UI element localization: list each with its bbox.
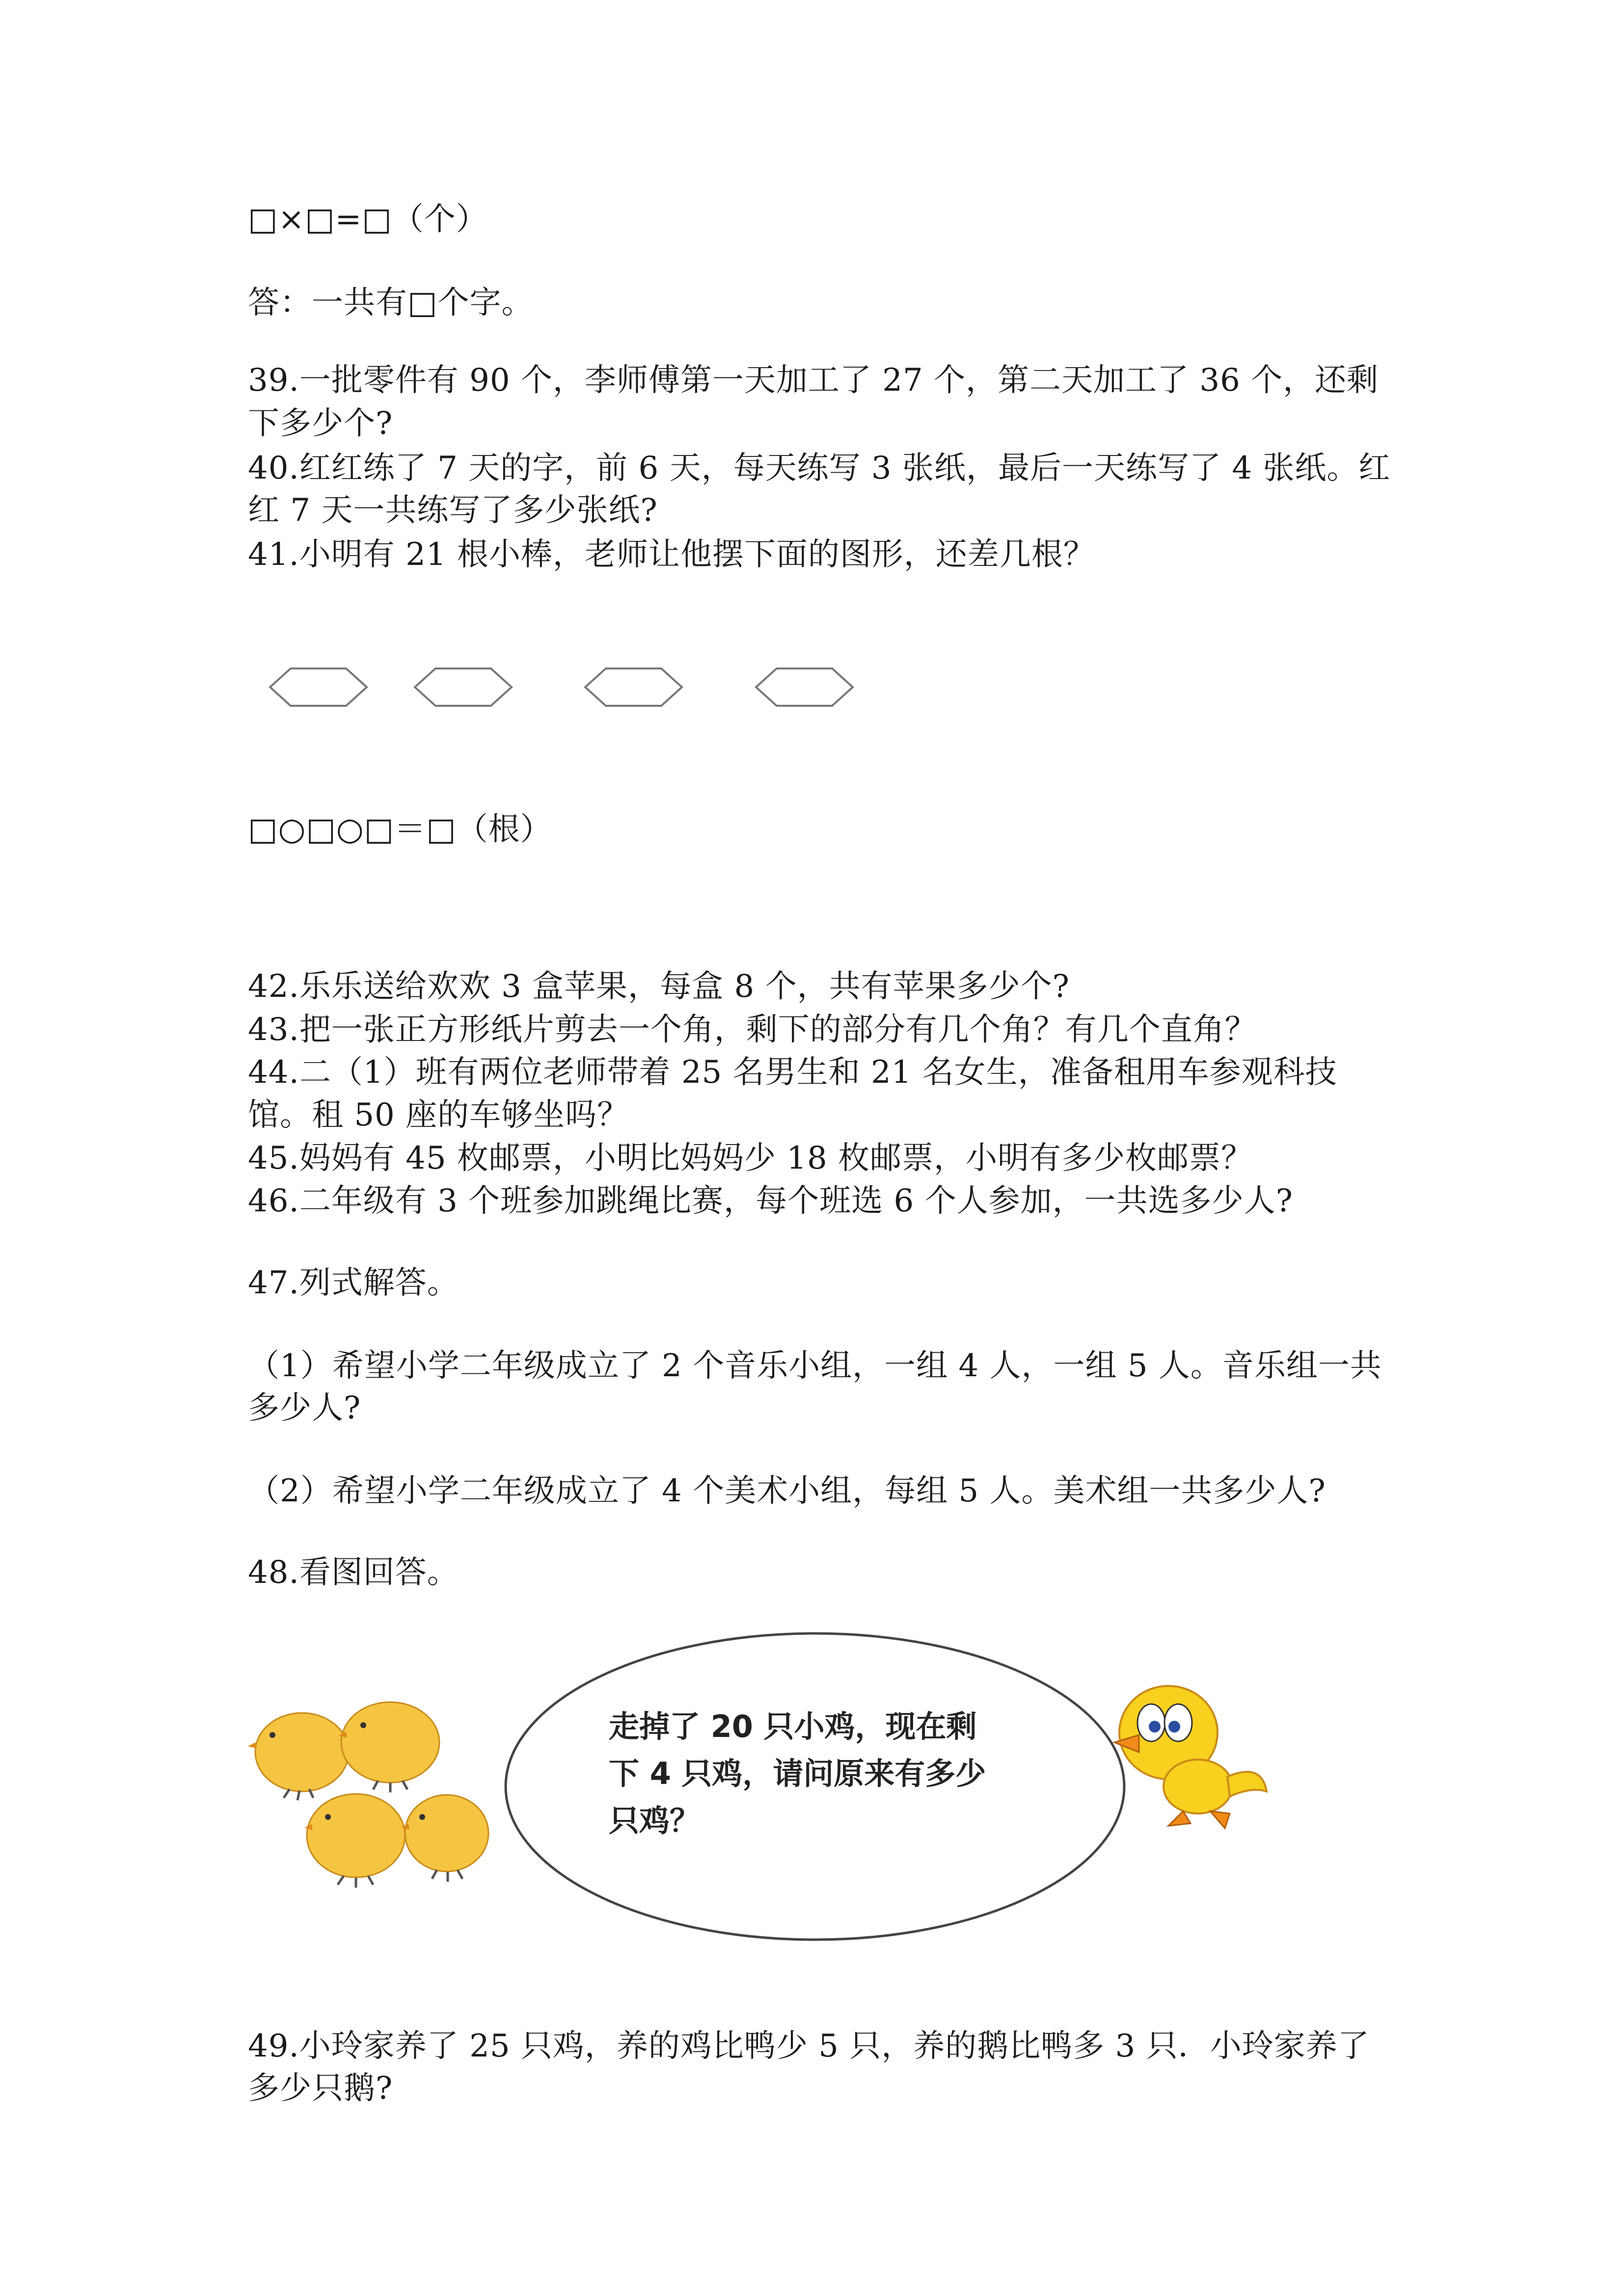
question-39-line-1: 39.一批零件有 90 个，李师傅第一天加工了 27 个，第二天加工了 36 个，还剩: [248, 362, 1379, 399]
answer-blank-sentence: 答：一共有□个字。: [248, 285, 534, 321]
bubble-text-line-3: 只鸡？: [609, 1803, 701, 1839]
question-47-part-1-line-2: 多少人?: [248, 1390, 361, 1426]
question-45: 45.妈妈有 45 枚邮票，小明比妈妈少 18 枚邮票，小明有多少枚邮票？: [248, 1140, 1253, 1176]
bubble-text-line-1: 走掉了 20 只小鸡，现在剩: [609, 1709, 977, 1744]
hexagon-4: [756, 668, 853, 706]
question-46: 46.二年级有 3 个班参加跳绳比赛，每个班选 6 个人参加，一共选多少人?: [248, 1183, 1293, 1219]
question-47-part-2: （2）希望小学二年级成立了 4 个美术小组，每组 5 人。美术组一共多少人?: [248, 1473, 1326, 1509]
question-47: 47.列式解答。: [248, 1265, 459, 1301]
chick-1: [248, 1713, 349, 1800]
question-48: 48.看图回答。: [248, 1554, 459, 1591]
question-42: 42.乐乐送给欢欢 3 盒苹果，每盒 8 个，共有苹果多少个?: [248, 968, 1070, 1005]
multiplication-blank-equation: □×□=□（个）: [248, 201, 488, 238]
question-47-part-1-line-1: （1）希望小学二年级成立了 2 个音乐小组，一组 4 人，一组 5 人。音乐组一共: [248, 1348, 1382, 1384]
chick-2: [339, 1702, 439, 1792]
chick-3: [304, 1794, 405, 1888]
hexagon-1: [270, 668, 367, 706]
question-49-line-1: 49.小玲家养了 25 只鸡，养的鸡比鸭少 5 只，养的鹅比鸭多 3 只．小玲家养了: [248, 2028, 1370, 2064]
hexagon-2: [415, 668, 512, 706]
cartoon-bird-illustration: [1105, 1679, 1281, 1836]
question-44-line-2: 馆。租 50 座的车够坐吗？: [248, 1097, 629, 1133]
question-39-line-2: 下多少个?: [248, 405, 393, 442]
chick-4: [402, 1795, 488, 1882]
chicks-illustration: [245, 1688, 520, 1895]
question-40-line-2: 红 7 天一共练写了多少张纸?: [248, 492, 658, 529]
hexagon-figures: [260, 658, 898, 717]
question-41: 41.小明有 21 根小棒，老师让他摆下面的图形，还差几根？: [248, 536, 1095, 573]
question-44-line-1: 44.二（1）班有两位老师带着 25 名男生和 21 名女生，准备租用车参观科技: [248, 1054, 1337, 1091]
stick-blank-equation: □○□○□＝□（根）: [248, 811, 552, 848]
question-40-line-1: 40.红红练了 7 天的字，前 6 天，每天练写 3 张纸，最后一天练写了 4 张纸。红: [248, 450, 1391, 486]
question-43: 43.把一张正方形纸片剪去一个角，剩下的部分有几个角？有几个直角？: [248, 1012, 1257, 1048]
question-49-line-2: 多少只鹅?: [248, 2070, 393, 2107]
bubble-text-line-2: 下 4 只鸡，请问原来有多少: [609, 1756, 986, 1791]
hexagon-3: [585, 668, 682, 706]
